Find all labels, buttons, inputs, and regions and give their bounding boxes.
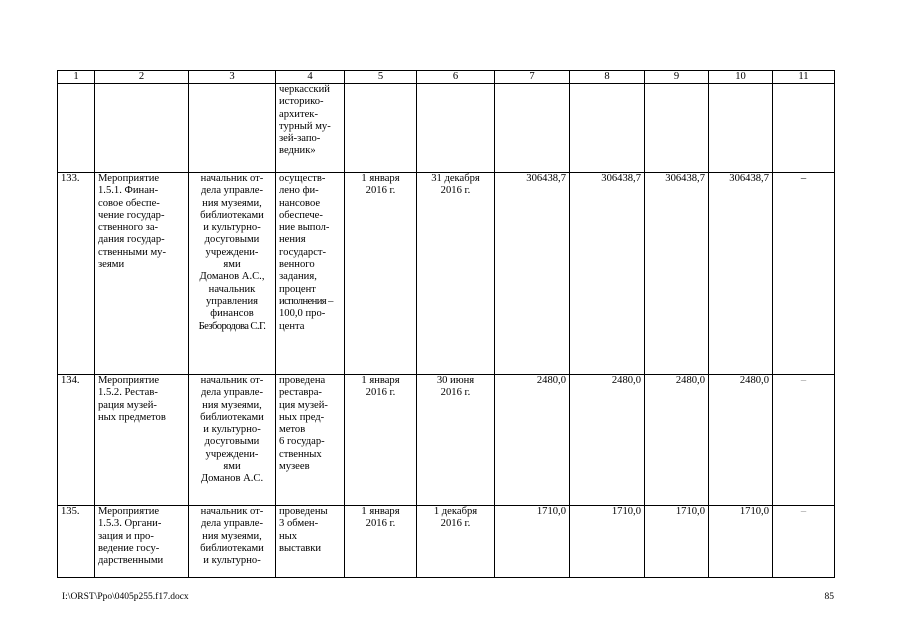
table-row-133 bbox=[58, 173, 835, 375]
result-text-condensed: исполнения – bbox=[279, 295, 333, 307]
table-cell bbox=[495, 84, 570, 173]
table-cell bbox=[189, 84, 276, 173]
event-name: Мероприятие 1.5.3. Органи- зация и про- ведение госу- дарственными bbox=[95, 506, 189, 578]
responsible-text: начальник от- дела управле- ния музеями, библиотеками и культурно- досуговыми учреждени- ями Доманов А.С. bbox=[189, 375, 276, 506]
row-number: 135. bbox=[58, 506, 95, 578]
value-col-10: 1710,0 bbox=[709, 506, 773, 578]
header-cell-8: 8 bbox=[570, 71, 645, 84]
responsible-text: начальник от- дела управле- ния музеями, библиотеками и культурно- досуговыми учреждени- ями Доманов А.С., начальник управления финансов bbox=[199, 173, 265, 320]
value-col-7: 2480,0 bbox=[495, 375, 570, 506]
value-col-11: – bbox=[773, 506, 835, 578]
end-date: 31 декабря 2016 г. bbox=[417, 173, 495, 375]
result-text: осуществ- лено фи- нансовое обеспече- ние выпол- нения государст- венного задания, процент bbox=[279, 173, 330, 295]
table-row-134 bbox=[58, 375, 835, 506]
responsible-text-extra: Безбородова С.Г. bbox=[198, 320, 266, 332]
end-date: 1 декабря 2016 г. bbox=[417, 506, 495, 578]
plan-table bbox=[57, 70, 835, 578]
value-col-10: 306438,7 bbox=[709, 173, 773, 375]
end-date: 30 июня 2016 г. bbox=[417, 375, 495, 506]
header-cell-5: 5 bbox=[345, 71, 417, 84]
start-date: 1 января 2016 г. bbox=[345, 506, 417, 578]
table-cell bbox=[345, 84, 417, 173]
footer-file-path: I:\ORST\Ppo\0405p255.f17.docx bbox=[62, 592, 189, 602]
header-cell-9: 9 bbox=[645, 71, 709, 84]
header-cell-2: 2 bbox=[95, 71, 189, 84]
event-name: Мероприятие 1.5.2. Рестав- рация музей- ных предметов bbox=[95, 375, 189, 506]
value-col-7: 1710,0 bbox=[495, 506, 570, 578]
result-cell: черкасский историко- архитек- турный му- зей-запо- ведник» bbox=[276, 84, 345, 173]
start-date: 1 января 2016 г. bbox=[345, 173, 417, 375]
header-cell-11: 11 bbox=[773, 71, 835, 84]
table-cell bbox=[570, 84, 645, 173]
value-col-11: – bbox=[773, 375, 835, 506]
row-number: 133. bbox=[58, 173, 95, 375]
table-cell bbox=[773, 84, 835, 173]
value-col-8: 2480,0 bbox=[570, 375, 645, 506]
header-cell-4: 4 bbox=[276, 71, 345, 84]
table-cell bbox=[709, 84, 773, 173]
value-col-7: 306438,7 bbox=[495, 173, 570, 375]
result-text-tail: 100,0 про- цента bbox=[279, 308, 326, 332]
header-row bbox=[58, 71, 835, 84]
continuation-row bbox=[58, 84, 835, 173]
result-text: проведены 3 обмен- ных выставки bbox=[276, 506, 345, 578]
responsible-cell bbox=[189, 173, 276, 375]
page-number: 85 bbox=[824, 592, 834, 602]
table-cell bbox=[417, 84, 495, 173]
value-col-9: 2480,0 bbox=[645, 375, 709, 506]
value-col-9: 306438,7 bbox=[645, 173, 709, 375]
header-cell-1: 1 bbox=[58, 71, 95, 84]
header-cell-6: 6 bbox=[417, 71, 495, 84]
value-col-11: – bbox=[773, 173, 835, 375]
value-col-8: 306438,7 bbox=[570, 173, 645, 375]
value-col-9: 1710,0 bbox=[645, 506, 709, 578]
header-cell-3: 3 bbox=[189, 71, 276, 84]
result-cell bbox=[276, 173, 345, 375]
row-number: 134. bbox=[58, 375, 95, 506]
result-text: проведена реставра- ция музей- ных пред- метов 6 государ- ственных музеев bbox=[276, 375, 345, 506]
table-cell bbox=[95, 84, 189, 173]
table-cell bbox=[645, 84, 709, 173]
table-cell bbox=[58, 84, 95, 173]
value-col-8: 1710,0 bbox=[570, 506, 645, 578]
header-cell-10: 10 bbox=[709, 71, 773, 84]
event-name: Мероприятие 1.5.1. Финан- совое обеспе- чение государ- ственного за- дания государ- ственными му- зеями bbox=[95, 173, 189, 375]
start-date: 1 января 2016 г. bbox=[345, 375, 417, 506]
responsible-text: начальник от- дела управле- ния музеями, библиотеками и культурно- bbox=[189, 506, 276, 578]
value-col-10: 2480,0 bbox=[709, 375, 773, 506]
header-cell-7: 7 bbox=[495, 71, 570, 84]
table-row-135 bbox=[58, 506, 835, 578]
